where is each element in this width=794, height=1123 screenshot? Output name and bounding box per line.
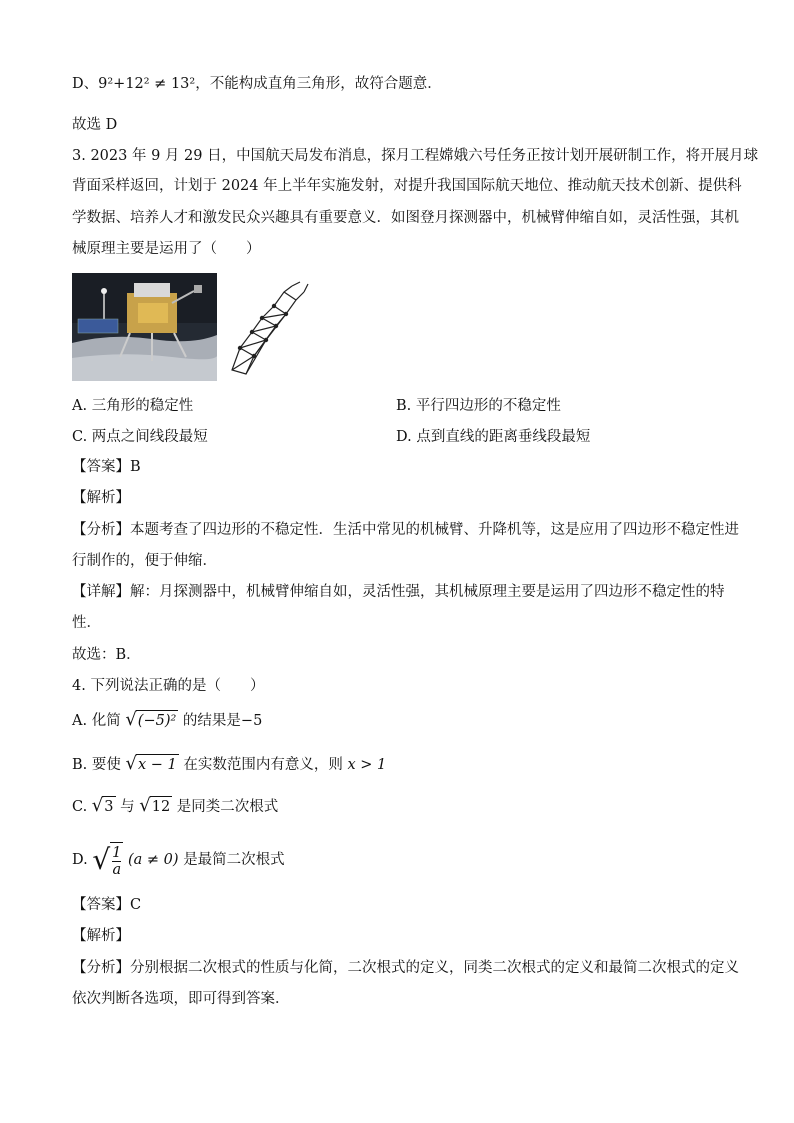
q4-fenxi-line1: 【分析】分别根据二次根式的性质与化简，二次根式的定义，同类二次根式的定义和最简二次根式的定义 — [72, 960, 739, 976]
q3-fenxi-line2: 行制作的，便于伸缩． — [72, 553, 217, 569]
q4-d-condition: (a ≠ 0) — [128, 852, 179, 868]
sqrt-symbol: √ — [91, 795, 104, 816]
q3-xiangjie-line1: 【详解】解：月探测器中，机械臂伸缩自如，灵活性强，其机械原理主要是运用了四边形不稳定性的特 — [72, 584, 725, 600]
robotic-arm-sketch — [226, 278, 311, 378]
q3-option-c: C. 两点之间线段最短 — [72, 429, 208, 445]
lander-photo — [72, 273, 217, 381]
q3-stem-line2: 背面采样返回，计划于 2024 年上半年实施发射，对提升我国国际航天地位、推动航天技术创新、提供科 — [72, 178, 742, 194]
q4-c-radicand2: 12 — [150, 796, 172, 817]
q4-b-suffix: 在实数范围内有意义，则 — [183, 757, 343, 773]
q4-a-prefix: A. 化简 — [72, 713, 121, 729]
q4-c-mid: 与 — [120, 799, 135, 815]
sqrt-symbol: √ — [92, 843, 111, 876]
q4-d-fraction — [110, 842, 123, 878]
q4-analysis-heading: 【解析】 — [72, 928, 130, 944]
q3-xiangjie-line2: 性． — [72, 615, 101, 631]
q4-c-radicand1: 3 — [102, 796, 115, 817]
q4-d-suffix: 是最简二次根式 — [183, 852, 285, 868]
q4-c-suffix: 是同类二次根式 — [176, 799, 279, 815]
q4-b-radicand: x − 1 — [136, 754, 179, 775]
prev-choose: 故选 D — [72, 117, 118, 133]
q3-option-b: B. 平行四边形的不稳定性 — [396, 398, 561, 414]
sqrt-symbol: √ — [125, 709, 137, 730]
q3-choose: 故选：B． — [72, 647, 141, 663]
q3-stem-line1: 3. 2023 年 9 月 29 日，中国航天局发布消息，探月工程嫦娥六号任务正按计划开展研制工作，将开展月球 — [72, 148, 759, 164]
q4-option-a — [72, 710, 262, 731]
q4-c-prefix: C. — [72, 799, 88, 815]
q4-option-b — [72, 754, 386, 775]
q4-b-condition: x > 1 — [347, 757, 387, 773]
q4-d-numerator: 1 — [112, 845, 122, 861]
q4-fenxi-line2: 依次判断各选项，即可得到答案． — [72, 991, 290, 1007]
q3-answer: 【答案】B — [72, 459, 141, 475]
q3-option-a: A. 三角形的稳定性 — [72, 398, 194, 414]
q4-stem: 4. 下列说法正确的是（ ） — [72, 678, 265, 694]
q3-analysis-heading: 【解析】 — [72, 490, 130, 506]
q3-fenxi-line1: 【分析】本题考查了四边形的不稳定性．生活中常见的机械臂、升降机等，这是应用了四边形不稳定性进 — [72, 522, 739, 538]
q4-d-denominator: a — [112, 862, 122, 878]
prev-option-d: D、9²+12² ≠ 13²，不能构成直角三角形，故符合题意． — [72, 76, 442, 92]
q3-option-d: D. 点到直线的距离垂线段最短 — [396, 429, 591, 445]
q4-option-d — [72, 840, 285, 880]
q4-option-c — [72, 796, 278, 817]
q4-a-radicand: (−5)² — [136, 710, 179, 731]
sqrt-symbol: √ — [125, 753, 137, 774]
q4-b-prefix: B. 要使 — [72, 757, 121, 773]
q3-stem-line4: 械原理主要是运用了（ ） — [72, 241, 261, 257]
q4-answer: 【答案】C — [72, 897, 142, 913]
q4-d-prefix: D. — [72, 852, 88, 868]
q3-stem-line3: 学数据、培养人才和激发民众兴趣具有重要意义．如图登月探测器中，机械臂伸缩自如，灵活性强，其机 — [72, 210, 739, 226]
q4-a-suffix: 的结果是−5 — [182, 713, 263, 729]
sqrt-symbol: √ — [139, 795, 151, 816]
